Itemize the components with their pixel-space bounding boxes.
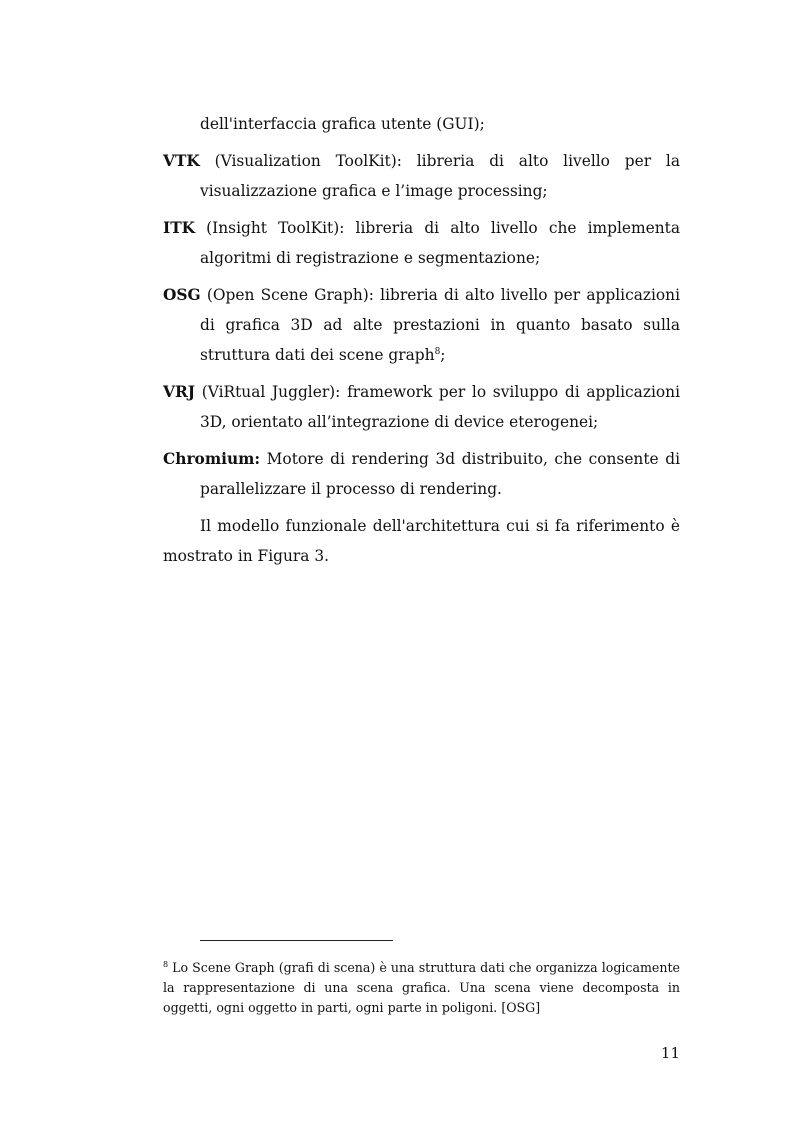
body-paragraph: Il modello funzionale dell'architettura cui si fa riferimento è mostrato in Figura 3.	[163, 517, 680, 565]
entry-text: Motore di rendering 3d distribuito, che consente di parallelizzare il processo di rendering.	[200, 450, 680, 498]
page-number: 11	[660, 1044, 680, 1062]
entry-text: dell'interfaccia grafica utente (GUI);	[200, 115, 485, 133]
entry-text: (Visualization ToolKit): libreria di alto livello per la visualizzazione grafica e l’image processing;	[199, 152, 680, 200]
entry-text: (Open Scene Graph): libreria di alto livello per applicazioni di grafica 3D ad alte prestazioni in quanto basato sulla struttura dati dei scene graph	[200, 286, 680, 364]
entry-term: VTK	[163, 152, 200, 170]
list-item-gui-continuation	[163, 109, 680, 139]
entry-text: (ViRtual Juggler): framework per lo sviluppo di applicazioni 3D, orientato all’integrazione di device eterogenei;	[195, 383, 680, 431]
entry-term: VRJ	[163, 383, 196, 401]
footnote-separator	[200, 940, 393, 941]
list-item-osg	[163, 280, 680, 370]
footnote-reference[interactable]: 8	[434, 346, 441, 357]
footnote	[163, 958, 680, 1018]
footnote-text: Lo Scene Graph (grafi di scena) è una struttura dati che organizza logicamente la rappresentazione di una scena grafica. Una scena viene decomposta in oggetti, ogni oggetto in parti, ogni parte in poligoni. [OSG]	[163, 960, 680, 1015]
footnote-mark: 8	[163, 959, 169, 969]
list-item-vrj	[163, 377, 680, 437]
entry-text-after: ;	[440, 346, 446, 364]
list-item-chromium	[163, 444, 680, 504]
list-item-itk	[163, 213, 680, 273]
entry-text: (Insight ToolKit): libreria di alto livello che implementa algoritmi di registrazione e segmentazione;	[195, 219, 680, 267]
entry-term: Chromium:	[163, 450, 261, 468]
body-text	[163, 109, 680, 571]
list-item-vtk	[163, 146, 680, 206]
entry-term: OSG	[163, 286, 201, 304]
entry-term: ITK	[163, 219, 196, 237]
